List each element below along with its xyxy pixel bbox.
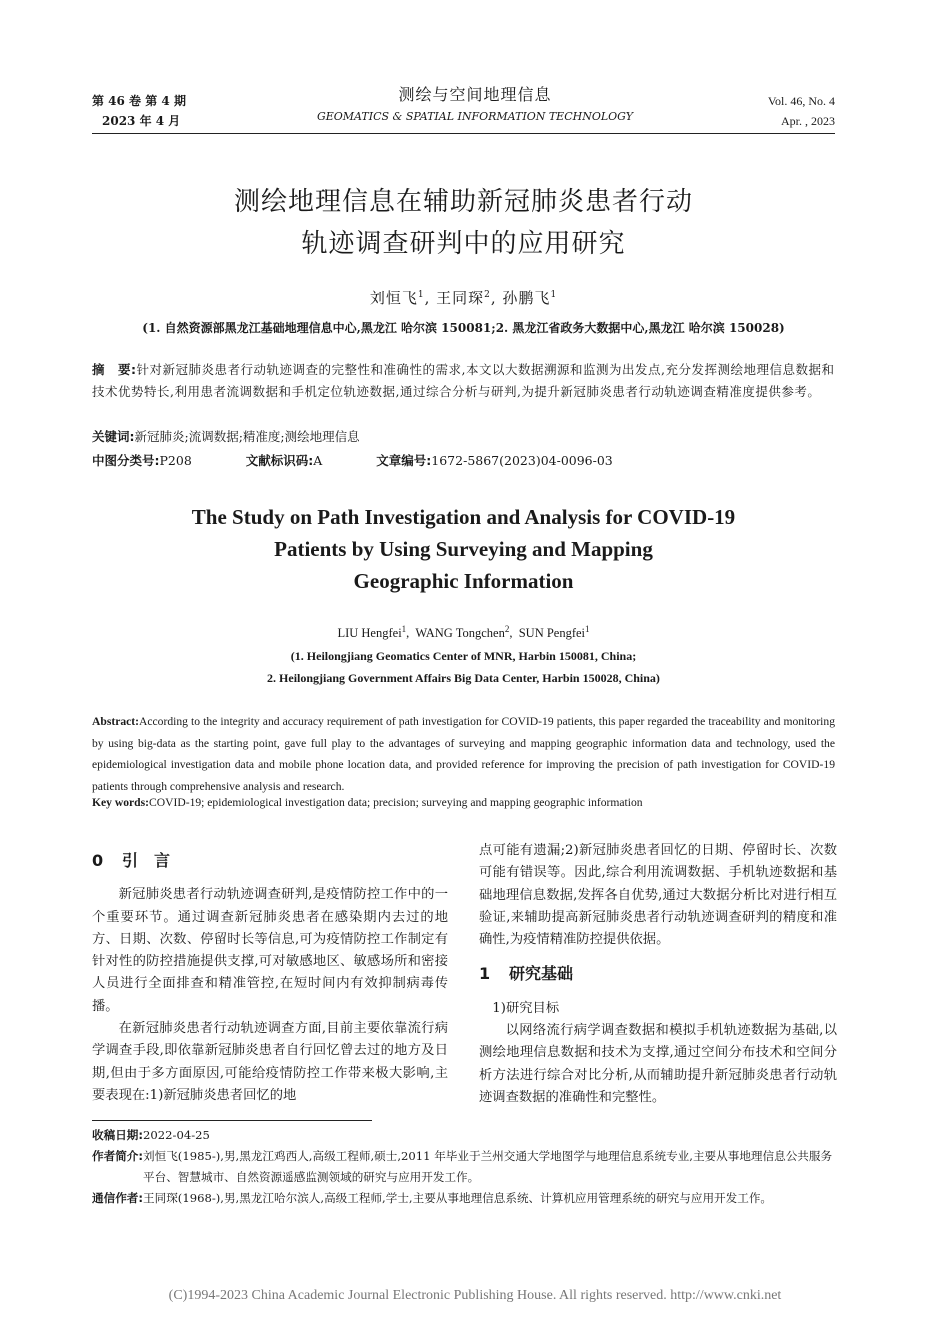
author-affiliation-mark: 1 — [585, 624, 590, 634]
received-date — [92, 1125, 835, 1146]
issue-date-en: Apr. , 2023 — [781, 114, 835, 128]
author-affiliation-mark: 1 — [417, 290, 425, 300]
author-affiliation-mark: 1 — [550, 290, 558, 300]
author-cn: 孙鹏飞 — [502, 289, 551, 307]
classification-line — [92, 450, 835, 472]
abstract-en-text: According to the integrity and accuracy requirement of path investigation for COVID-19 patients, this paper regarded the traceability and monitoring by using big-data as the starting point, gave full play to the advantages of surveying and mapping geographic information data and technology, used the epidemiological investigation data and mobile phone location data, and provided reference for improving the precision of path investigation for COVID-19 patients through comprehensive analysis and research. — [92, 715, 835, 793]
keywords-en-label: Key words: — [92, 796, 149, 809]
author-affiliation-mark: 2 — [484, 290, 491, 300]
journal-name-cn: 测绘与空间地理信息 — [398, 85, 552, 104]
authors-en: LIU Hengfei$^1$, WANG Tongchen$^2$, SUN Pengfei$^1$ — [337, 624, 590, 641]
affiliation-en-line-2: 2. Heilongjiang Government Affairs Big Data Center, Harbin 150028, China) — [267, 671, 660, 685]
issue-info-en — [768, 91, 835, 131]
title-en-line-1: The Study on Path Investigation and Analysis for COVID-19 — [191, 505, 736, 529]
author-bio-label: 作者简介: — [92, 1149, 144, 1163]
keywords-en — [92, 796, 835, 809]
keywords-cn — [92, 426, 835, 448]
author-cn: 刘恒飞 — [369, 289, 418, 307]
body-paragraph: 以网络流行病学调查数据和模拟手机轨迹数据为基础,以测绘地理信息数据和技术为支撑,通过空间分布技术和空间分析方法进行综合对比分析,从而辅助提升新冠肺炎患者行动轨迹调查数据的准确性和完整性。 — [479, 1023, 837, 1105]
title-cn-line-2: 轨迹调查研判中的应用研究 — [301, 229, 626, 259]
author-bio-text: 刘恒飞(1985-),男,黑龙江鸡西人,高级工程师,硕士,2011 年毕业于兰州交通大学地图学与地理信息系统专业,主要从事地理信息公共服务平台、智慧城市、自然资源遥感监测领域的研究与应用开发工作。 — [143, 1149, 833, 1184]
header-divider — [92, 133, 835, 134]
clc-label: 中图分类号: — [92, 453, 160, 468]
authors-cn: 刘恒飞$^1$, 王同琛$^2$, 孙鹏飞$^1$ — [369, 289, 558, 307]
abstract-cn-label: 摘 要: — [92, 362, 137, 377]
received-label: 收稿日期: — [92, 1128, 144, 1142]
section-number: 1 — [479, 964, 491, 984]
paper-title-cn — [92, 181, 835, 265]
issue-number-cn: 第 46 卷 第 4 期 — [92, 94, 186, 108]
keywords-cn-label: 关键词: — [92, 429, 135, 444]
abstract-cn-text: 针对新冠肺炎患者行动轨迹调查的完整性和准确性的需求,本文以大数据溯源和监测为出发点,充分发挥测绘地理信息数据和技术优势特长,利用患者流调数据和手机定位轨迹数据,通过综合分析与研判,为提升新冠肺炎患者行动轨迹调查精准度提供参考。 — [92, 362, 835, 399]
issue-info-cn — [92, 91, 186, 131]
received-value: 2022-04-25 — [143, 1128, 210, 1142]
author-bio — [92, 1146, 835, 1188]
journal-name — [240, 84, 710, 126]
copyright-notice: (C)1994-2023 China Academic Journal Electronic Publishing House. All rights reserved. http://www.cnki.net — [168, 1288, 782, 1303]
body-paragraph-continued: 点可能有遗漏;2)新冠肺炎患者回忆的日期、停留时长、次数可能有错误等。因此,综合利用流调数据、手机轨迹数据和基础地理信息数据,发挥各自优势,通过大数据分析比对进行相互验证,来辅助提高新冠肺炎患者行动轨迹调查研判的精度和准确性,为疫情精准防控提供依据。 — [479, 843, 837, 948]
author-en: WANG Tongchen — [415, 626, 505, 641]
section-number: 0 — [92, 851, 104, 870]
article-number-label: 文章编号: — [376, 453, 432, 468]
author-affiliation-mark: 1 — [401, 624, 407, 634]
corresponding-author — [92, 1188, 835, 1209]
doc-code: A — [313, 453, 323, 468]
clc-number: P208 — [159, 453, 192, 468]
corresponding-author-text: 王同琛(1968-),男,黑龙江哈尔滨人,高级工程师,学士,主要从事地理信息系统、计算机应用管理系统的研究与应用开发工作。 — [143, 1191, 773, 1205]
affiliation-en-line-1: (1. Heilongjiang Geomatics Center of MNR, Harbin 150081, China; — [290, 649, 637, 663]
journal-name-en: GEOMATICS & SPATIAL INFORMATION TECHNOLOGY — [316, 110, 634, 123]
title-en-line-3: Geographic Information — [353, 569, 574, 593]
affiliation-cn: (1. 自然资源部黑龙江基础地理信息中心,黑龙江 哈尔滨 150081;2. 黑龙江省政务大数据中心,黑龙江 哈尔滨 150028) — [142, 321, 785, 335]
body-column-right — [479, 840, 837, 1109]
section-heading-research-basis — [479, 963, 837, 985]
author-en: LIU Hengfei — [337, 626, 402, 641]
doc-code-label: 文献标识码: — [245, 453, 314, 468]
article-number: 1672-5867(2023)04-0096-03 — [431, 453, 613, 468]
section-heading-introduction — [92, 850, 448, 872]
keywords-en-text: COVID-19; epidemiological investigation data; precision; surveying and mapping geographic information — [149, 796, 643, 809]
title-en-line-2: Patients by Using Surveying and Mapping — [274, 537, 653, 561]
footnote-divider — [92, 1120, 372, 1121]
abstract-en-label: Abstract: — [92, 715, 140, 728]
issue-date-cn: 2023 年 4 月 — [102, 114, 181, 128]
section-title: 研究基础 — [509, 964, 574, 984]
affiliation-en — [92, 645, 835, 689]
body-column-left — [92, 840, 448, 1107]
keywords-cn-text: 新冠肺炎;流调数据;精准度;测绘地理信息 — [134, 429, 360, 444]
subsection-heading: 1)研究目标 — [492, 1000, 560, 1016]
abstract-en — [92, 711, 835, 797]
body-paragraph: 新冠肺炎患者行动轨迹调查研判,是疫情防控工作中的一个重要环节。通过调查新冠肺炎患者在感染期内去过的地方、日期、次数、停留时长等信息,可为疫情防控工作制定有针对性的防控措施提供支撑,可对敏感地区、敏感场所和密接人员进行全面排查和精准管控,在短时间内有效抑制病毒传播。 — [92, 887, 448, 1014]
author-affiliation-mark: 2 — [504, 624, 510, 634]
section-title: 引 言 — [122, 851, 171, 870]
volume-en: Vol. 46, No. 4 — [767, 94, 835, 108]
body-paragraph: 在新冠肺炎患者行动轨迹调查方面,目前主要依靠流行病学调查手段,即依靠新冠肺炎患者自行回忆曾去过的地方及日期,但由于多方面原因,可能给疫情防控工作带来极大影响,主要表现在:1)新冠肺炎患者回忆的地 — [92, 1021, 448, 1103]
author-en: SUN Pengfei — [518, 626, 586, 641]
corresponding-author-label: 通信作者: — [92, 1191, 144, 1205]
title-cn-line-1: 测绘地理信息在辅助新冠肺炎患者行动 — [233, 187, 693, 217]
author-cn: 王同琛 — [436, 289, 485, 307]
footnotes — [92, 1125, 835, 1209]
abstract-cn — [92, 359, 835, 403]
paper-title-en — [92, 501, 835, 597]
